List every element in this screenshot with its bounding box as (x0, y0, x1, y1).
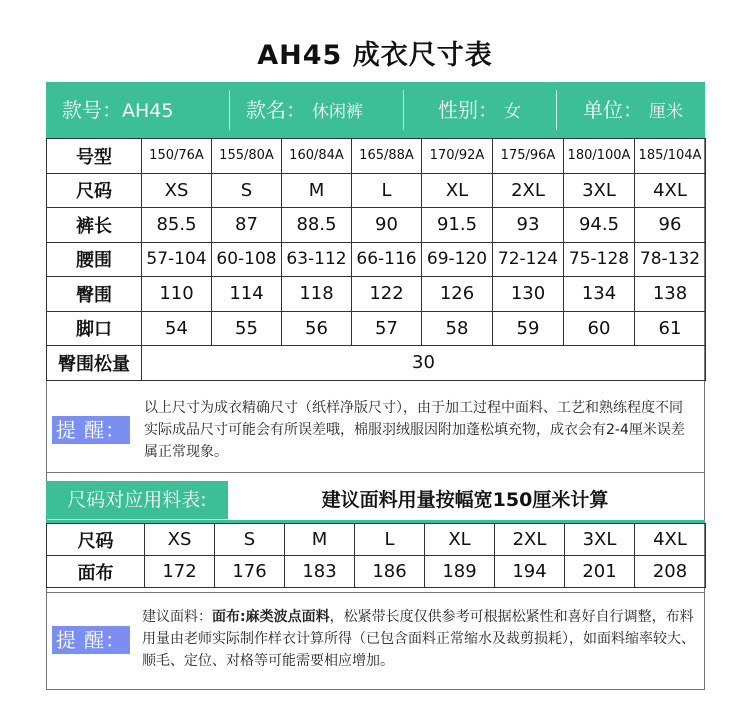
size-cell: 180/100A (564, 139, 635, 174)
size-cell: 66-116 (352, 242, 422, 277)
tip2-fabric: 面布:麻类波点面料 (212, 609, 330, 625)
size-cell: 170/92A (422, 139, 493, 174)
unit-label: 单位： (583, 98, 643, 122)
page-title: AH45 成衣尺寸表 (257, 40, 493, 71)
size-cell: 90 (352, 208, 422, 243)
size-cell: 93 (493, 208, 564, 243)
tip2-tag: 提 醒： (52, 626, 130, 654)
size-cell: 126 (422, 277, 493, 312)
size-cell: 96 (635, 208, 706, 243)
size-table (46, 138, 706, 381)
fabric-amount-cell: 194 (495, 556, 565, 588)
size-cell: 91.5 (422, 208, 493, 243)
ease-value: 30 (142, 346, 706, 381)
style-number (62, 82, 173, 138)
size-cell: 61 (635, 311, 706, 346)
section-divider (46, 592, 705, 593)
size-cell: XL (422, 173, 493, 208)
fabric-section-title: 建议面料用量按幅宽150厘米计算 (321, 489, 609, 511)
size-cell: 94.5 (564, 208, 635, 243)
size-cell: 4XL (635, 173, 706, 208)
fabric-amount-cell: 189 (425, 556, 495, 588)
size-cell: 185/104A (635, 139, 706, 174)
size-row (47, 277, 706, 312)
row-label: 臀围 (47, 277, 142, 312)
size-cell: 160/84A (282, 139, 352, 174)
size-cell: 2XL (493, 173, 564, 208)
fabric-amount-cell: 201 (565, 556, 635, 588)
tip1-tag: 提 醒： (52, 416, 130, 444)
size-cell: 55 (212, 311, 282, 346)
size-cell: M (282, 173, 352, 208)
size-row (47, 173, 706, 208)
size-cell: 78-132 (635, 242, 706, 277)
size-cell: 75-128 (564, 242, 635, 277)
size-cell: 85.5 (142, 208, 212, 243)
fabric-amount-cell: 208 (635, 556, 706, 588)
size-cell: 130 (493, 277, 564, 312)
fabric-amount-cell: 186 (355, 556, 425, 588)
size-cell: S (212, 173, 282, 208)
size-row (47, 311, 706, 346)
unit-value: 厘米 (649, 102, 683, 122)
size-cell: 110 (142, 277, 212, 312)
size-cell: XS (142, 173, 212, 208)
size-cell: 138 (635, 277, 706, 312)
section-divider (46, 472, 705, 473)
fabric-size-cell: 2XL (495, 524, 565, 556)
fabric-size-cell: 4XL (635, 524, 706, 556)
size-cell: 3XL (564, 173, 635, 208)
row-label: 尺码 (47, 173, 142, 208)
size-cell: 63-112 (282, 242, 352, 277)
name-label: 款名： (246, 98, 306, 122)
size-cell: 118 (282, 277, 352, 312)
size-cell: 72-124 (493, 242, 564, 277)
size-cell: 122 (352, 277, 422, 312)
size-cell: 88.5 (282, 208, 352, 243)
header-separator (403, 90, 404, 130)
gender-label: 性别： (438, 98, 498, 122)
header-separator (556, 90, 557, 130)
size-cell: 57-104 (142, 242, 212, 277)
size-cell: 134 (564, 277, 635, 312)
size-cell: 60 (564, 311, 635, 346)
ease-label: 臀围松量 (47, 346, 142, 381)
fabric-size-label: 尺码 (47, 524, 145, 556)
tip2-body: ，松紧带长度仅供参考可根据松紧性和喜好自行调整，布料用量由老师实际制作样衣计算所得（已包含面料正常缩水及裁剪损耗），如面料缩率较大、顺毛、定位、对格等可能需要相应增加。 (142, 609, 695, 669)
size-cell: 87 (212, 208, 282, 243)
fabric-size-cell: XL (425, 524, 495, 556)
fabric-table (46, 523, 706, 588)
unit (583, 82, 683, 138)
fabric-amount-cell: 176 (215, 556, 285, 588)
fabric-size-row (47, 524, 706, 556)
fabric-size-cell: L (355, 524, 425, 556)
size-cell: 175/96A (493, 139, 564, 174)
header-band (46, 82, 705, 138)
ease-row (47, 346, 706, 381)
gender-value: 女 (504, 102, 521, 122)
style-value: AH45 (122, 100, 174, 122)
size-cell: 58 (422, 311, 493, 346)
row-label: 号型 (47, 139, 142, 174)
tip2-prefix: 建议面料： (142, 609, 212, 625)
row-label: 裤长 (47, 208, 142, 243)
fabric-amount-row (47, 556, 706, 588)
fabric-amount-cell: 172 (145, 556, 215, 588)
gender (438, 82, 521, 138)
row-label: 腰围 (47, 242, 142, 277)
header-separator (229, 90, 230, 130)
size-cell: 69-120 (422, 242, 493, 277)
fabric-section-tag: 尺码对应用料表: (46, 481, 228, 519)
style-label: 款号： (62, 98, 122, 122)
fabric-size-cell: M (285, 524, 355, 556)
fabric-amount-cell: 183 (285, 556, 355, 588)
row-label: 脚口 (47, 311, 142, 346)
tip1-text: 以上尺寸为成衣精确尺寸（纸样净版尺寸），由于加工过程中面料、工艺和熟练程度不同实际成品尺寸可能会有所误差哦，棉服羽绒服因附加蓬松填充物，成衣会有2-4厘米误差属正常现象。 (144, 400, 685, 460)
size-cell: 59 (493, 311, 564, 346)
fabric-amount-label: 面布 (47, 556, 145, 588)
size-cell: L (352, 173, 422, 208)
tip2-text (142, 606, 697, 672)
size-cell: 54 (142, 311, 212, 346)
size-cell: 165/88A (352, 139, 422, 174)
size-cell: 56 (282, 311, 352, 346)
fabric-size-cell: 3XL (565, 524, 635, 556)
fabric-size-cell: XS (145, 524, 215, 556)
size-cell: 150/76A (142, 139, 212, 174)
size-row (47, 139, 706, 174)
size-row (47, 242, 706, 277)
size-cell: 114 (212, 277, 282, 312)
style-name (246, 82, 363, 138)
fabric-size-cell: S (215, 524, 285, 556)
size-cell: 57 (352, 311, 422, 346)
size-cell: 155/80A (212, 139, 282, 174)
size-row (47, 208, 706, 243)
name-value: 休闲裤 (312, 102, 363, 122)
size-cell: 60-108 (212, 242, 282, 277)
